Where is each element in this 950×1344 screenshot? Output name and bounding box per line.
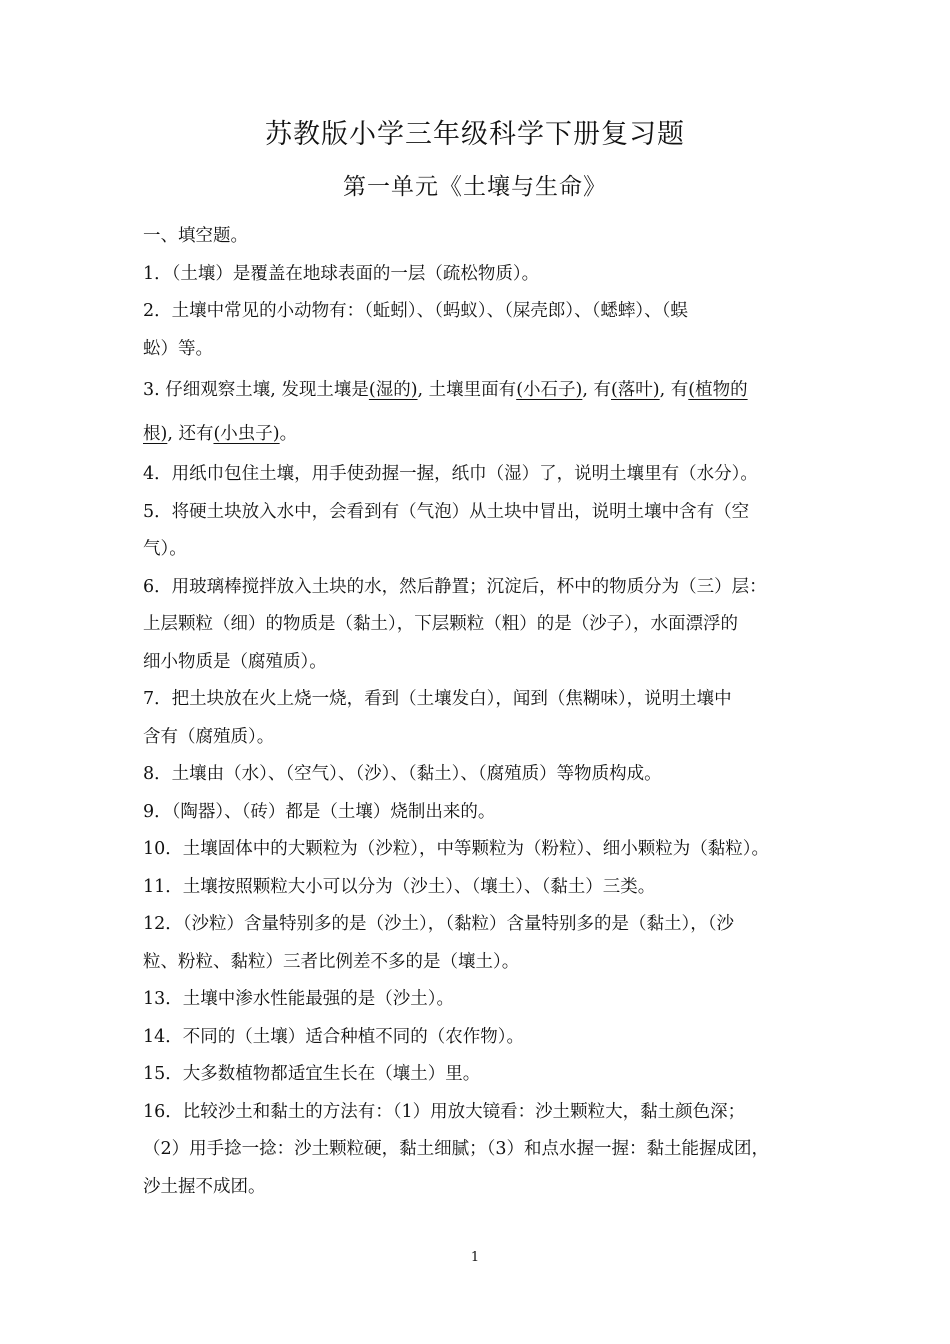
q3-answer: (湿的)	[368, 380, 418, 400]
question-5-line-2: 气）。	[143, 539, 187, 559]
question-13: 13．土壤中渗水性能最强的是（沙土）。	[143, 989, 455, 1009]
document-body	[143, 218, 808, 1206]
page-number: 1	[470, 1250, 480, 1265]
question-8: 8．土壤由（水）、（空气）、（沙）、（黏土）、（腐殖质）等物质构成。	[143, 764, 662, 784]
q3-answer: 根)	[143, 424, 168, 444]
q3-answer: (落叶)	[610, 380, 660, 400]
unit-title: 第一单元《土壤与生命》	[343, 174, 607, 200]
question-12-line-2: 粒、粉粒、黏粒）三者比例差不多的是（壤土）。	[143, 951, 520, 972]
question-6-line-1: 6．用玻璃棒搅拌放入土块的水，然后静置；沉淀后，杯中的物质分为（三）层：	[143, 576, 767, 597]
question-6-line-3: 细小物质是（腐殖质）。	[143, 651, 327, 672]
question-7-line-1: 7．把土块放在火上烧一烧，看到（土壤发白），闻到（焦糊味），说明土壤中	[143, 689, 732, 709]
question-9: 9．（陶器）、（砖）都是（土壤）烧制出来的。	[143, 801, 496, 822]
question-16-line-1: 16．比较沙土和黏土的方法有：（1）用放大镜看：沙土颗粒大，黏土颜色深；	[143, 1101, 746, 1122]
question-2-line-1: 2．土壤中常见的小动物有：（蚯蚓）、（蚂蚁）、（屎壳郎）、（蟋蟀）、（蜈	[143, 301, 688, 321]
question-7-line-2: 含有（腐殖质）。	[143, 726, 275, 747]
q3-text: , 土壤里面有	[417, 380, 517, 400]
question-2-line-2: 蚣）等。	[143, 338, 213, 359]
q3-text: 。	[279, 424, 298, 444]
question-10: 10．土壤固体中的大颗粒为（沙粒），中等颗粒为（粉粒）、细小颗粒为（黏粒）。	[143, 839, 770, 859]
question-12-line-1: 12．（沙粒）含量特别多的是（沙土），（黏粒）含量特别多的是（黏土），（沙	[143, 914, 735, 934]
q3-text: , 有	[582, 380, 611, 400]
question-15: 15．大多数植物都适宜生长在（壤土）里。	[143, 1064, 481, 1084]
question-3-line-2	[143, 412, 808, 456]
q3-text: , 有	[659, 380, 689, 400]
question-3-line-1	[143, 368, 808, 412]
question-16-line-2: （2）用手捻一捻：沙土颗粒硬，黏土细腻；（3）和点水握一握：黏土能握成团，	[143, 1139, 770, 1159]
question-6-line-2: 上层颗粒（细）的物质是（黏土），下层颗粒（粗）的是（沙子），水面漂浮的	[143, 614, 738, 634]
q3-answer: (小石子)	[516, 380, 583, 400]
question-5-line-1: 5．将硬土块放入水中，会看到有（气泡）从土块中冒出，说明土壤中含有（空	[143, 501, 750, 522]
question-11: 11．土壤按照颗粒大小可以分为（沙土）、（壤土）、（黏土）三类。	[143, 876, 656, 897]
q3-text: , 还有	[167, 424, 214, 444]
q3-text: 3. 仔细观察土壤, 发现土壤是	[143, 380, 369, 400]
q3-answer: (植物的	[688, 380, 748, 400]
question-4: 4．用纸巾包住土壤，用手使劲握一握，纸巾（湿）了，说明土壤里有（水分）。	[143, 464, 758, 484]
page-title: 苏教版小学三年级科学下册复习题	[265, 119, 685, 150]
question-14: 14．不同的（土壤）适合种植不同的（农作物）。	[143, 1026, 525, 1047]
q3-answer: (小虫子)	[213, 424, 280, 444]
question-16-line-3: 沙土握不成团。	[143, 1176, 266, 1197]
section-heading: 一、填空题。	[143, 226, 248, 246]
question-1: 1．（土壤）是覆盖在地球表面的一层（疏松物质）。	[143, 263, 540, 284]
